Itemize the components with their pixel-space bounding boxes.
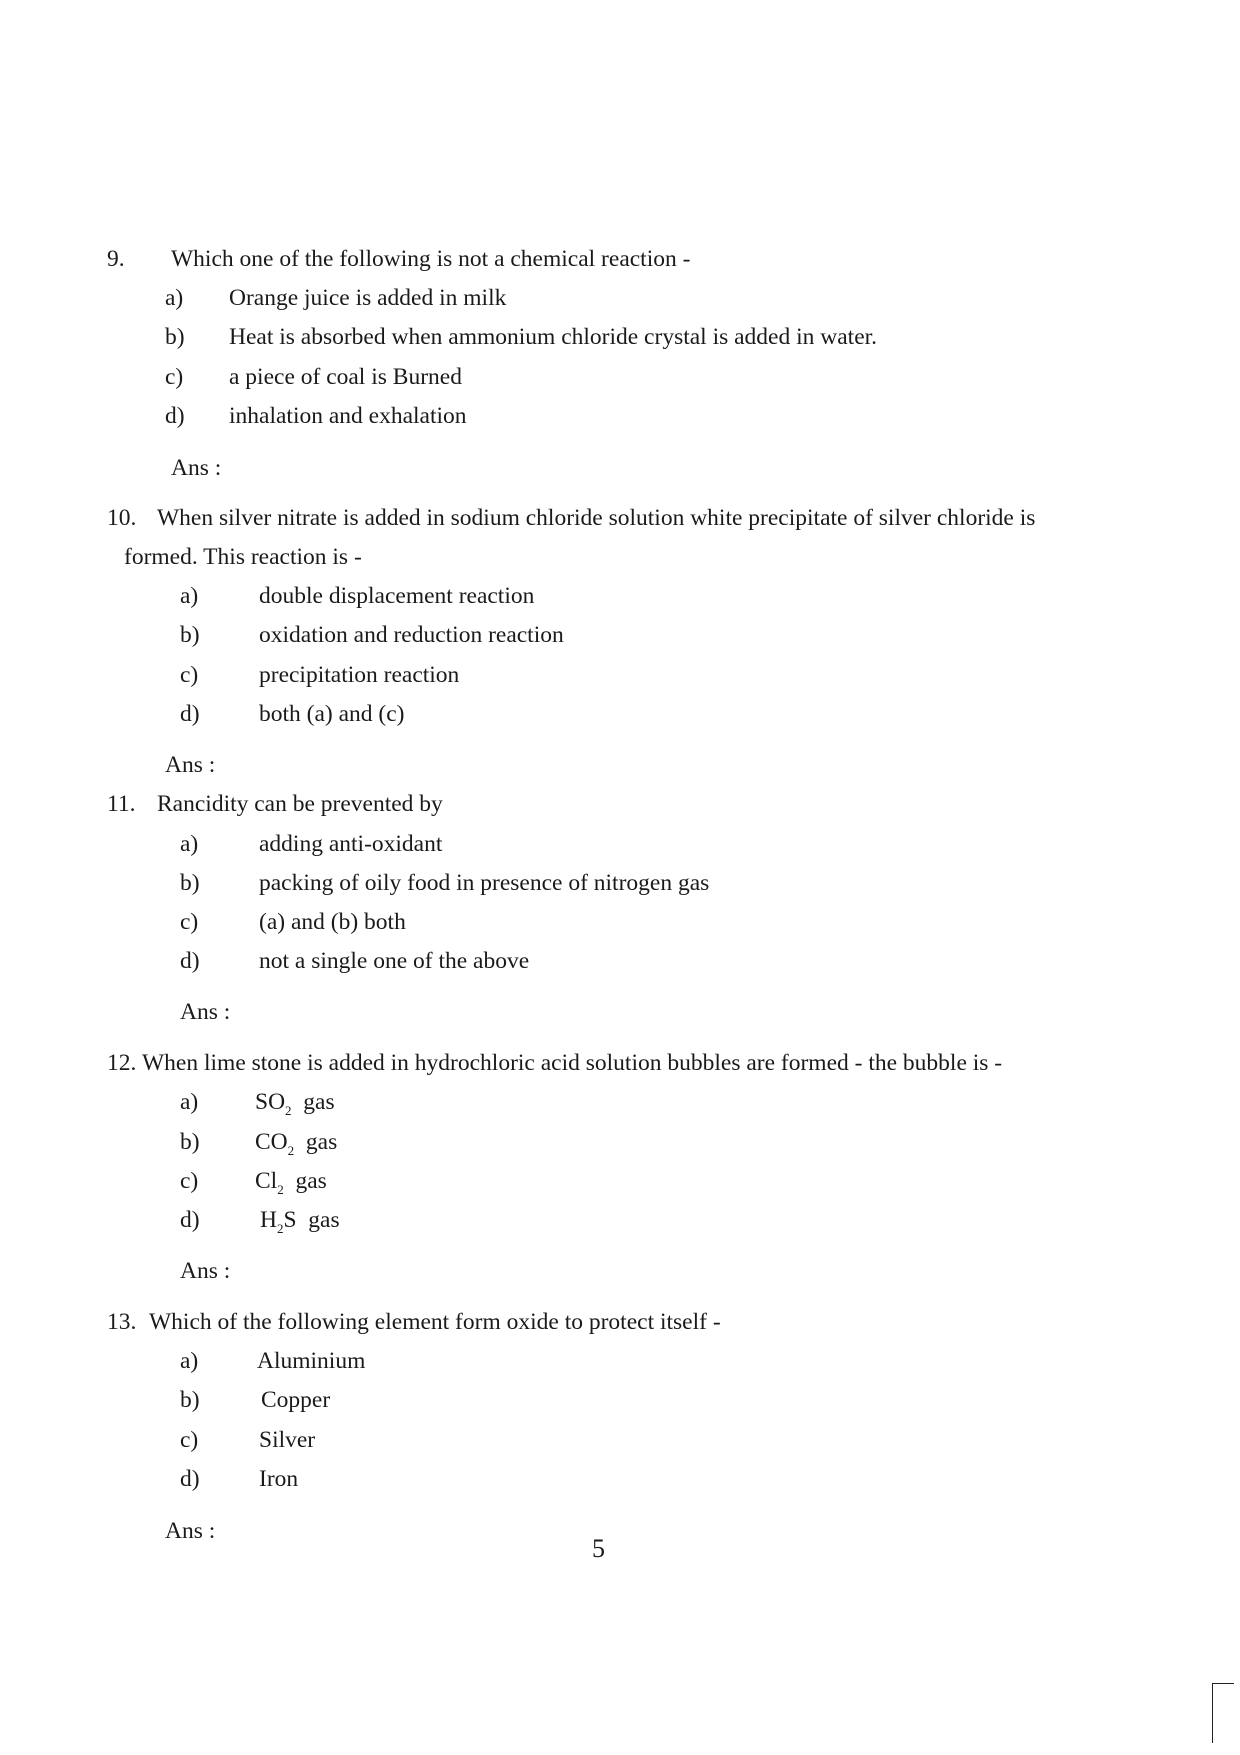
page-number: 5 xyxy=(592,1534,605,1563)
crop-mark-vertical xyxy=(1212,1683,1213,1743)
option-text: packing of oily food in presence of nitrogen gas xyxy=(259,870,710,896)
option-formula: $CO_2$ gas xyxy=(255,1129,338,1158)
option-text: Copper xyxy=(261,1387,331,1413)
option-label: c) xyxy=(180,1168,199,1194)
question-text: When silver nitrate is added in sodium chloride solution white precipitate of silver chloride is xyxy=(157,505,1036,531)
question-text: Which one of the following is not a chemical reaction - xyxy=(171,246,691,272)
answer-label: Ans : xyxy=(180,999,231,1025)
option-text: Aluminium xyxy=(257,1348,366,1374)
option-text: adding anti-oxidant xyxy=(259,831,443,857)
option-label: c) xyxy=(180,1427,199,1453)
option-text: oxidation and reduction reaction xyxy=(259,622,564,648)
option-text: both (a) and (c) xyxy=(259,701,405,727)
option-label: a) xyxy=(180,583,199,609)
option-label: c) xyxy=(180,909,199,935)
option-label: d) xyxy=(165,403,185,429)
option-label: d) xyxy=(180,701,200,727)
option-formula: $SO_2$ gas xyxy=(255,1089,335,1118)
option-formula: $Cl_2$ gas xyxy=(255,1168,327,1197)
option-label: b) xyxy=(165,324,185,350)
option-label: d) xyxy=(180,1207,200,1233)
option-text: not a single one of the above xyxy=(259,948,530,974)
question-number: 13. xyxy=(107,1309,137,1335)
option-label: a) xyxy=(165,285,184,311)
option-label: b) xyxy=(180,1387,200,1413)
question-text: Which of the following element form oxide to protect itself - xyxy=(149,1309,721,1335)
crop-mark-horizontal xyxy=(1212,1683,1234,1684)
option-label: a) xyxy=(180,831,199,857)
option-label: a) xyxy=(180,1089,199,1115)
question-text: Rancidity can be prevented by xyxy=(157,791,443,817)
option-text: precipitation reaction xyxy=(259,662,460,688)
question-number: 10. xyxy=(107,505,137,531)
option-text: inhalation and exhalation xyxy=(229,403,467,429)
option-label: d) xyxy=(180,948,200,974)
option-text: Silver xyxy=(259,1427,316,1453)
option-text: double displacement reaction xyxy=(259,583,535,609)
option-text: Iron xyxy=(259,1466,299,1492)
question-number: 12. xyxy=(107,1050,137,1076)
question-number: 11. xyxy=(107,791,136,817)
answer-label: Ans : xyxy=(165,1518,216,1544)
option-label: a) xyxy=(180,1348,199,1374)
question-text: When lime stone is added in hydrochloric acid solution bubbles are formed - the bubble is - xyxy=(142,1050,1003,1076)
option-label: c) xyxy=(180,662,199,688)
option-label: b) xyxy=(180,622,200,648)
option-label: c) xyxy=(165,364,184,390)
answer-label: Ans : xyxy=(165,752,216,778)
option-label: d) xyxy=(180,1466,200,1492)
question-number: 9. xyxy=(107,246,125,272)
answer-label: Ans : xyxy=(171,455,222,481)
question-text-continued: formed. This reaction is - xyxy=(124,544,362,570)
option-text: Orange juice is added in milk xyxy=(229,285,507,311)
option-text: Heat is absorbed when ammonium chloride crystal is added in water. xyxy=(229,324,878,350)
answer-label: Ans : xyxy=(180,1258,231,1284)
option-label: b) xyxy=(180,1129,200,1155)
option-label: b) xyxy=(180,870,200,896)
option-text: (a) and (b) both xyxy=(259,909,406,935)
option-text: a piece of coal is Burned xyxy=(229,364,462,390)
option-formula: $H_2S$ gas xyxy=(260,1207,340,1236)
